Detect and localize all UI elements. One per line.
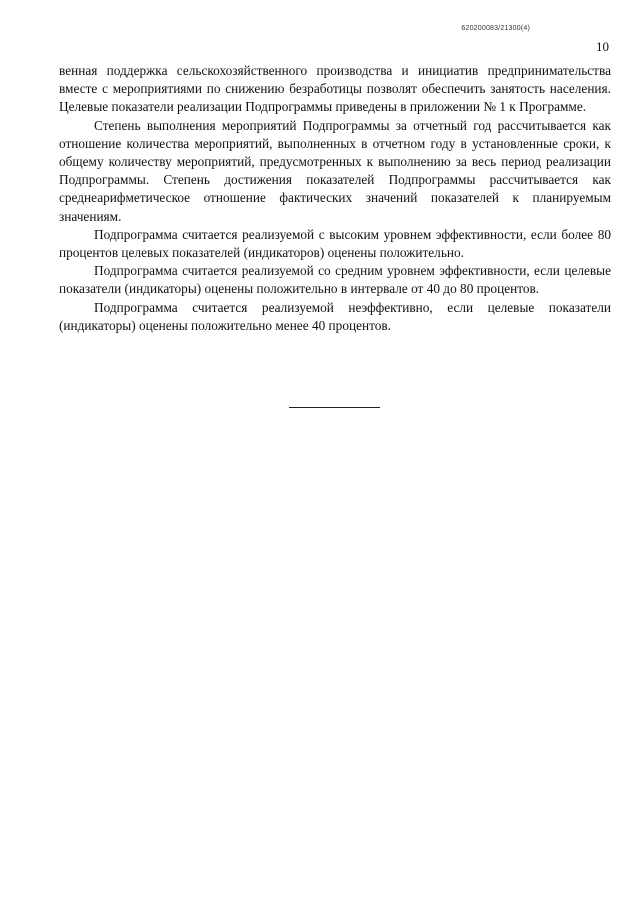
page-number: 10 [596, 39, 609, 54]
body-text [59, 62, 611, 335]
paragraph-low-efficiency: Подпрограмма считается реализуемой неэффективно, если целевые показатели (индикаторы) оценены положительно менее 40 процентов. [59, 299, 611, 333]
paragraph-high-efficiency: Подпрограмма считается реализуемой с высоким уровнем эффективности, если более 80 процентов целевых показателей (индикаторов) оценены положительно. [59, 226, 611, 261]
document-code: 620200083/21300(4) [461, 25, 530, 32]
end-separator-line [289, 407, 380, 408]
paragraph-medium-efficiency: Подпрограмма считается реализуемой со средним уровнем эффективности, если целевые показатели (индикаторы) оценены положительно в интервале от 40 до 80 процентов. [59, 263, 611, 297]
paragraph-continuation: венная поддержка сельскохозяйственного производства и инициатив предпринимательства вместе с мероприятиями по снижению безработицы позволят обеспечить занятость населения. Целевые показатели реализации Подпрограммы приведены в приложении № 1 к Программе. [59, 63, 611, 115]
paragraph-completion-degree: Степень выполнения мероприятий Подпрограммы за отчетный год рассчитывается как отношение количества мероприятий, выполненных в отчетном году в установленные сроки, к общему количеству мероприятий, предусмотренных к выполнению за весь период реализации Подпрограммы. Степень достижения показателей Подпрограммы рассчитывается как среднеарифметическое отношение фактических значений показателей к планируемым значениям. [59, 117, 611, 224]
